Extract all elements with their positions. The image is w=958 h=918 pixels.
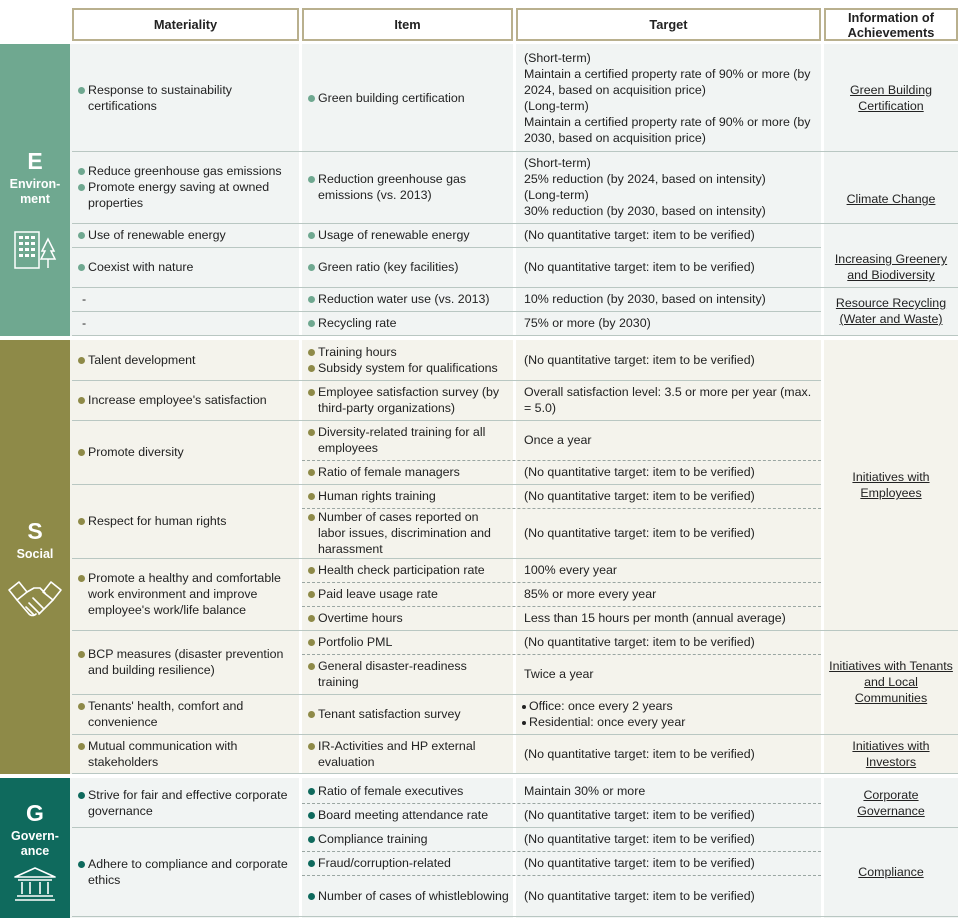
header-achievements: Information of Achievements [824, 8, 958, 41]
env-word: Environ- ment [9, 177, 61, 206]
gov-word: Govern- ance [11, 829, 59, 858]
bullet-icon [78, 357, 85, 364]
target-cell: Overall satisfaction level: 3.5 or more per year (max. = 5.0) [524, 385, 812, 415]
bullet-icon [308, 320, 315, 327]
target-cell: Office: once every 2 years Residential: once every year [516, 694, 821, 734]
item-cell: Overtime hours [302, 606, 513, 630]
materiality-cell: Strive for fair and effective corporate governance [72, 778, 299, 827]
bullet-icon [308, 95, 315, 102]
bullet-icon [308, 567, 315, 574]
target-cell: Maintain 30% or more [524, 783, 646, 798]
item-cell: Reduction greenhouse gas emissions (vs. 2013) [302, 151, 513, 223]
bullet-icon [78, 743, 85, 750]
item-cell: General disaster-readiness training [302, 654, 513, 694]
link-corporate-governance[interactable]: Corporate Governance [857, 787, 925, 818]
item-cell: Board meeting attendance rate [302, 803, 513, 827]
item-cell: Ratio of female executives [302, 778, 513, 803]
materiality-cell: Tenants' health, comfort and convenience [72, 694, 299, 734]
building-icon [12, 229, 58, 271]
item-cell: Green building certification [302, 44, 513, 151]
materiality-cell: - [82, 316, 87, 330]
item-cell: Portfolio PML [302, 630, 513, 654]
bullet-icon [308, 493, 315, 500]
target-cell: (No quantitative target: item to be verified) [524, 832, 755, 846]
achievement-link-cell [824, 778, 958, 827]
bullet-icon [308, 663, 315, 670]
bullet-icon [78, 184, 85, 191]
bullet-icon [308, 264, 315, 271]
item-cell: Ratio of female managers [302, 460, 513, 484]
institution-icon [12, 865, 58, 903]
achievement-link-cell [824, 827, 958, 916]
target-cell: (No quantitative target: item to be verified) [524, 353, 755, 367]
target-cell: (No quantitative target: item to be verified) [524, 635, 755, 649]
item-cell: Usage of renewable energy [302, 223, 513, 247]
achievement-link-cell [824, 151, 958, 247]
item-cell: Training hours Subsidy system for qualifications [302, 340, 513, 380]
target-cell: Less than 15 hours per month (annual average) [524, 611, 786, 625]
bullet-icon [308, 615, 315, 622]
target-cell: (Short-term) Maintain a certified property rate of 90% or more (by 2024, based on acquisition price) (Long-term) Maintain a certified property rate of 90% or more (by 2030, based on acquisition price) [524, 50, 811, 145]
gov-letter: G [26, 800, 44, 826]
category-social [0, 340, 70, 774]
item-cell: Green ratio (key facilities) [302, 247, 513, 287]
bullet-icon [308, 232, 315, 239]
bullet-icon [78, 792, 85, 799]
target-cell: (No quantitative target: item to be verified) [524, 260, 755, 274]
target-cell: (No quantitative target: item to be verified) [524, 747, 755, 761]
target-cell: 100% every year [524, 563, 617, 577]
category-governance [0, 778, 70, 918]
materiality-cell: Use of renewable energy [72, 223, 299, 247]
header-item: Item [302, 8, 513, 41]
materiality-cell: Mutual communication with stakeholders [72, 734, 299, 774]
soc-letter: S [27, 518, 43, 544]
bullet-icon [78, 397, 85, 404]
item-cell: Tenant satisfaction survey [302, 694, 513, 734]
header-target: Target [516, 8, 821, 41]
target-cell: Twice a year [524, 667, 594, 681]
materiality-cell: Adhere to compliance and corporate ethics [72, 827, 299, 916]
item-cell: Compliance training [302, 827, 513, 851]
materiality-cell: Coexist with nature [72, 247, 299, 287]
bullet-icon [308, 639, 315, 646]
achievement-link-cell [824, 44, 958, 151]
bullet-icon [308, 788, 315, 795]
target-cell: (No quantitative target: item to be verified) [524, 888, 755, 903]
item-cell: Number of cases reported on labor issues, discrimination and harassment [302, 508, 513, 558]
bullet-icon [308, 711, 315, 718]
link-initiatives-tenants[interactable]: Initiatives with Tenants and Local Communities [829, 659, 953, 705]
bullet-icon [308, 349, 315, 356]
target-cell: (No quantitative target: item to be verified) [524, 465, 755, 479]
bullet-icon [78, 651, 85, 658]
bullet-icon [78, 518, 85, 525]
handshake-icon [7, 576, 63, 626]
bullet-icon [78, 87, 85, 94]
link-greenery-biodiversity[interactable]: Increasing Greenery and Biodiversity [834, 252, 948, 282]
target-cell: (No quantitative target: item to be verified) [524, 489, 755, 503]
materiality-cell: Reduce greenhouse gas emissions Promote energy saving at owned properties [72, 151, 299, 223]
env-letter: E [27, 148, 43, 174]
target-cell: 85% or more every year [524, 587, 657, 601]
bullet-icon [308, 812, 315, 819]
achievement-link-cell [824, 247, 958, 287]
achievement-link-cell [824, 340, 958, 630]
item-cell: Number of cases of whistleblowing [302, 875, 513, 916]
bullet-icon [308, 860, 315, 867]
item-cell: Human rights training [302, 484, 513, 508]
bullet-icon [308, 743, 315, 750]
target-cell: (No quantitative target: item to be verified) [524, 808, 755, 822]
bullet-icon [308, 514, 315, 521]
link-climate-change[interactable]: Climate Change [846, 192, 936, 206]
materiality-cell: Promote a healthy and comfortable work environment and improve employee's work/life balance [72, 558, 299, 630]
bullet-icon [308, 176, 315, 183]
bullet-icon [308, 365, 315, 372]
soc-word: Social [16, 547, 54, 561]
link-initiatives-employees[interactable]: Initiatives with Employees [852, 470, 930, 500]
bullet-icon [308, 893, 315, 900]
achievement-link-cell [824, 287, 958, 335]
bullet-icon [308, 429, 315, 436]
item-cell: IR-Activities and HP external evaluation [302, 734, 513, 774]
target-cell: Once a year [524, 433, 592, 447]
bullet-icon [308, 591, 315, 598]
bullet-icon [308, 389, 315, 396]
target-cell: (No quantitative target: item to be verified) [524, 228, 755, 242]
materiality-cell: Promote diversity [72, 420, 299, 484]
bullet-icon [78, 232, 85, 239]
bullet-icon [78, 168, 85, 175]
bullet-icon [78, 861, 85, 868]
materiality-cell: BCP measures (disaster prevention and building resilience) [72, 630, 299, 694]
target-cell: (No quantitative target: item to be verified) [524, 526, 755, 540]
bullet-icon [308, 836, 315, 843]
target-cell: (Short-term) 25% reduction (by 2024, based on intensity) (Long-term) 30% reduction (by 2030, based on intensity) [524, 156, 766, 218]
bullet-icon [78, 703, 85, 710]
materiality-cell: - [82, 292, 87, 306]
target-cell: (No quantitative target: item to be verified) [524, 856, 755, 870]
item-cell: Diversity-related training for all employees [302, 420, 513, 460]
item-cell: Recycling rate [302, 311, 513, 335]
header-materiality: Materiality [72, 8, 299, 41]
materiality-cell: Increase employee's satisfaction [72, 380, 299, 420]
link-resource-recycling[interactable]: Resource Recycling (Water and Waste) [835, 296, 947, 326]
target-cell: 75% or more (by 2030) [524, 316, 651, 330]
item-cell: Fraud/corruption-related [302, 851, 513, 875]
bullet-icon [78, 575, 85, 582]
link-initiatives-investors[interactable]: Initiatives with Investors [852, 739, 930, 769]
materiality-cell: Response to sustainability certifications [72, 44, 299, 151]
bullet-icon [308, 296, 315, 303]
link-compliance[interactable]: Compliance [858, 864, 924, 879]
materiality-cell: Talent development [72, 340, 299, 380]
achievement-link-cell [824, 630, 958, 734]
item-cell: Health check participation rate [302, 558, 513, 582]
achievement-link-cell [824, 734, 958, 774]
bullet-icon [308, 469, 315, 476]
item-cell: Reduction water use (vs. 2013) [302, 287, 513, 311]
target-cell: 10% reduction (by 2030, based on intensity) [524, 292, 766, 306]
item-cell: Paid leave usage rate [302, 582, 513, 606]
bullet-icon [78, 264, 85, 271]
category-environment [0, 44, 70, 336]
bullet-icon [78, 449, 85, 456]
materiality-cell: Respect for human rights [72, 484, 299, 558]
item-cell: Employee satisfaction survey (by third-party organizations) [302, 380, 513, 420]
link-green-building-certification[interactable]: Green Building Certification [850, 82, 932, 113]
